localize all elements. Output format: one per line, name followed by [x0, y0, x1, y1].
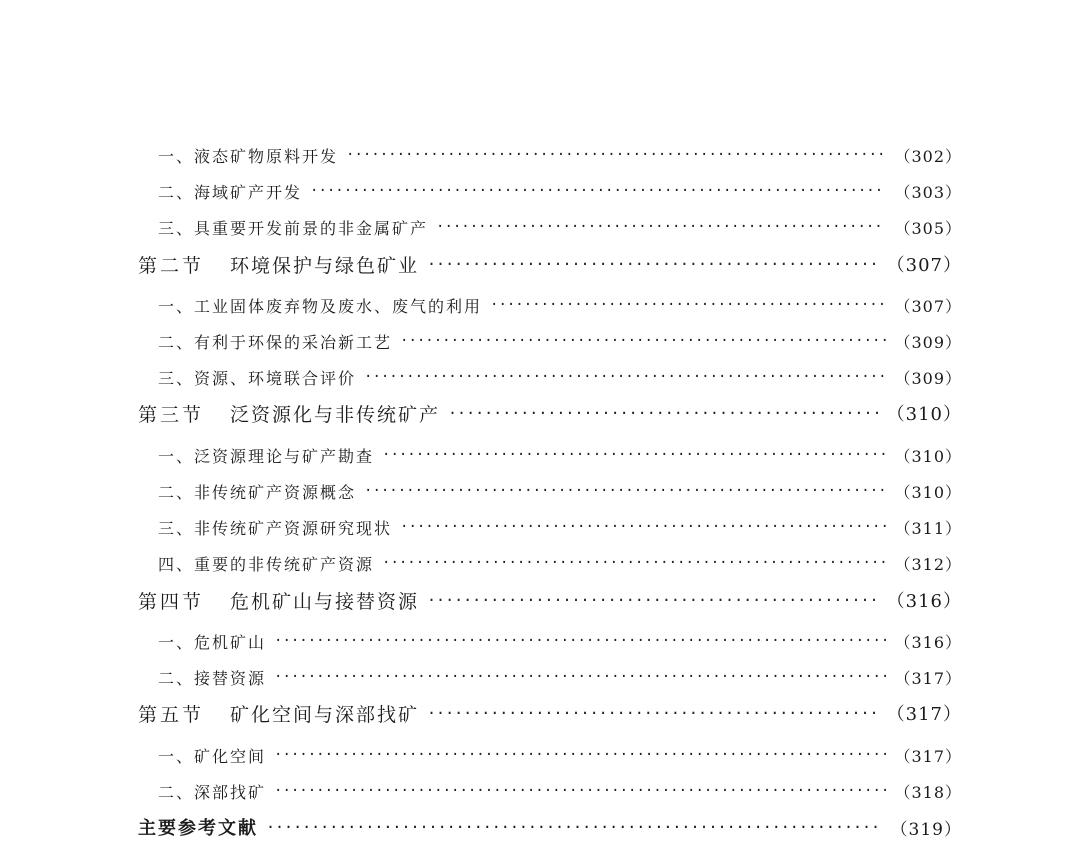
- toc-entry-page: （317）: [894, 668, 962, 688]
- toc-bibliography-entry: [0, 813, 1080, 841]
- dot-leader: [310, 183, 886, 199]
- toc-entry: [0, 665, 1080, 689]
- toc-entry-page: （318）: [894, 782, 962, 802]
- toc-section-entry: [0, 586, 1080, 614]
- dot-leader: [382, 555, 886, 571]
- toc-section-entry: [0, 399, 1080, 427]
- dot-leader: [274, 669, 886, 685]
- section-page: （316）: [886, 591, 962, 612]
- dot-leader: [274, 783, 886, 799]
- toc-entry: [0, 551, 1080, 575]
- toc-entry: [0, 365, 1080, 389]
- dot-leader: [436, 219, 886, 235]
- bibliography-page: （319）: [890, 819, 962, 840]
- dot-leader: [364, 369, 886, 385]
- toc-entry: [0, 779, 1080, 803]
- section-number: 第二节: [138, 254, 205, 277]
- toc-entry-title: 二、非传统矿产资源概念: [158, 482, 357, 502]
- dot-leader: [427, 704, 879, 722]
- toc-entry-title: 一、泛资源理论与矿产勘查: [158, 446, 375, 466]
- section-number: 第五节: [138, 703, 205, 726]
- toc-entry-title: 一、危机矿山: [158, 632, 267, 652]
- dot-leader: [400, 519, 886, 535]
- toc-entry: [0, 743, 1080, 767]
- toc-entry: [0, 629, 1080, 653]
- section-number: 第三节: [138, 403, 205, 426]
- toc-entry-title: 三、非传统矿产资源研究现状: [158, 518, 393, 538]
- section-page: （317）: [886, 704, 962, 725]
- toc-entry-page: （311）: [894, 518, 962, 538]
- toc-entry-page: （309）: [894, 368, 962, 388]
- toc-entry-title: 二、有利于环保的采冶新工艺: [158, 332, 393, 352]
- toc-entry-page: （302）: [894, 146, 962, 166]
- dot-leader: [266, 818, 883, 836]
- toc-entry-page: （305）: [894, 218, 962, 238]
- dot-leader: [448, 404, 879, 422]
- toc-entry: [0, 215, 1080, 239]
- toc-entry-page: （309）: [894, 332, 962, 352]
- dot-leader: [274, 633, 886, 649]
- dot-leader: [274, 747, 886, 763]
- toc-entry-page: （310）: [894, 446, 962, 466]
- toc-entry-title: 二、深部找矿: [158, 782, 267, 802]
- toc-entry-title: 三、资源、环境联合评价: [158, 368, 357, 388]
- dot-leader: [400, 333, 886, 349]
- toc-entry-page: （316）: [894, 632, 962, 652]
- dot-leader: [364, 483, 886, 499]
- toc-entry: [0, 143, 1080, 167]
- toc-entry-title: 三、具重要开发前景的非金属矿产: [158, 218, 429, 238]
- dot-leader: [427, 255, 879, 273]
- section-title: 环境保护与绿色矿业: [230, 254, 420, 277]
- toc-entry-title: 四、重要的非传统矿产资源: [158, 554, 375, 574]
- toc-entry: [0, 515, 1080, 539]
- toc-entry: [0, 329, 1080, 353]
- bibliography-title: 主要参考文献: [138, 818, 258, 839]
- section-title: 矿化空间与深部找矿: [230, 703, 420, 726]
- dot-leader: [427, 591, 879, 609]
- section-page: （310）: [886, 404, 962, 425]
- toc-entry-title: 一、工业固体废弃物及废水、废气的利用: [158, 296, 483, 316]
- toc-entry-page: （312）: [894, 554, 962, 574]
- toc-entry-title: 一、液态矿物原料开发: [158, 146, 339, 166]
- toc-entry: [0, 443, 1080, 467]
- toc-section-entry: [0, 699, 1080, 727]
- dot-leader: [490, 297, 886, 313]
- dot-leader: [382, 447, 886, 463]
- toc-entry: [0, 479, 1080, 503]
- dot-leader: [346, 147, 886, 163]
- toc-entry: [0, 179, 1080, 203]
- toc-entry-page: （307）: [894, 296, 962, 316]
- toc-entry-title: 二、海域矿产开发: [158, 182, 303, 202]
- toc-entry-page: （317）: [894, 746, 962, 766]
- toc-entry-title: 一、矿化空间: [158, 746, 267, 766]
- toc-entry-page: （303）: [894, 182, 962, 202]
- toc-entry: [0, 293, 1080, 317]
- section-title: 泛资源化与非传统矿产: [230, 403, 441, 426]
- section-page: （307）: [886, 255, 962, 276]
- section-number: 第四节: [138, 590, 205, 613]
- section-title: 危机矿山与接替资源: [230, 590, 420, 613]
- toc-section-entry: [0, 250, 1080, 278]
- toc-entry-page: （310）: [894, 482, 962, 502]
- toc-entry-title: 二、接替资源: [158, 668, 267, 688]
